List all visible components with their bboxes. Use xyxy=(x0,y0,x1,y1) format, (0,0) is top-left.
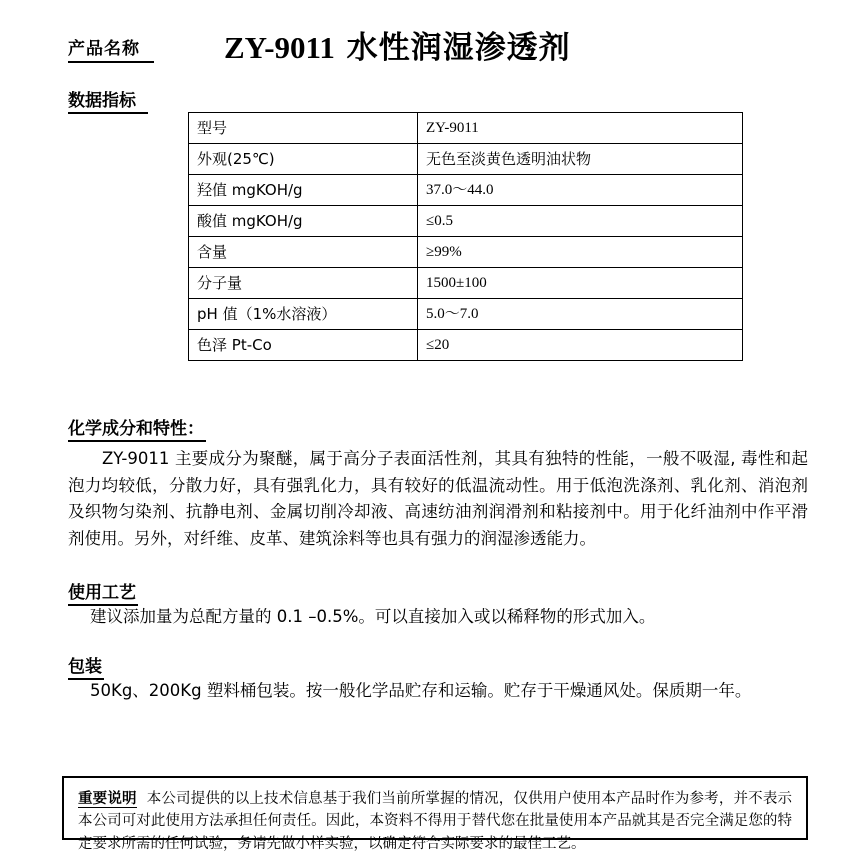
table-row xyxy=(189,113,743,144)
spec-value: ≥99% xyxy=(418,237,743,268)
spec-value: 1500±100 xyxy=(418,268,743,299)
table-row xyxy=(189,299,743,330)
spec-name: 色泽 Pt-Co xyxy=(189,330,418,361)
spec-name: 羟值 mgKOH/g xyxy=(189,175,418,206)
table-row xyxy=(189,237,743,268)
section-heading-chemistry: 化学成分和特性： xyxy=(68,414,206,442)
section-heading-usage: 使用工艺 xyxy=(68,578,138,606)
spec-value: ≤0.5 xyxy=(418,206,743,237)
spec-value: ZY-9011 xyxy=(418,113,743,144)
spec-name: 含量 xyxy=(189,237,418,268)
product-name: 水性润湿渗透剂 xyxy=(346,30,571,66)
product-code: ZY-9011 xyxy=(224,30,335,65)
paragraph-usage: 建议添加量为总配方量的 0.1 –0.5%。可以直接加入或以稀释物的形式加入。 xyxy=(90,607,656,626)
table-row xyxy=(189,175,743,206)
spec-value: 无色至淡黄色透明油状物 xyxy=(418,144,743,175)
spec-name: pH 值（1%水溶液） xyxy=(189,299,418,330)
paragraph-packaging: 50Kg、200Kg 塑料桶包装。按一般化学品贮存和运输。贮存于干燥通风处。保质期一年。 xyxy=(90,681,752,700)
spec-value: 37.0～44.0 xyxy=(418,175,743,206)
paragraph-chemistry: ZY-9011 主要成分为聚醚，属于高分子表面活性剂，其具有独特的性能，一般不吸湿, 毒性和起泡力均较低，分散力好，具有强乳化力，具有较好的低温流动性。用于低泡洗涤剂、乳化剂、消泡剂及织物匀染剂、抗静电剂、金属切削冷却液、高速纺油剂润滑剂和粘接剂中。用于化纤油剂中作平滑剂使用。另外，对纤维、皮革、建筑涂料等也具有强力的润湿渗透能力。 xyxy=(68,449,808,549)
product-label: 产品名称 xyxy=(68,34,154,63)
page-title xyxy=(224,22,571,67)
important-notice-box xyxy=(62,776,808,852)
notice-text: 本公司提供的以上技术信息基于我们当前所掌握的情况，仅供用户使用本产品时作为参考，并不表示本公司可对此使用方法承担任何责任。因此，本资料不得用于替代您在批量使用本产品就其是否完全满足您的特定要求所需的任何试验，务请先做小样实验，以确定符合实际要求的最佳工艺。 xyxy=(78,791,793,852)
notice-lead-label: 重要说明 xyxy=(78,791,137,807)
spec-name: 分子量 xyxy=(189,268,418,299)
section-heading-packaging: 包装 xyxy=(68,652,104,680)
spec-value: 5.0～7.0 xyxy=(418,299,743,330)
spec-value: ≤20 xyxy=(418,330,743,361)
table-row xyxy=(189,330,743,361)
section-heading-data: 数据指标 xyxy=(68,86,148,114)
document-header xyxy=(0,14,868,64)
spec-name: 酸值 mgKOH/g xyxy=(189,206,418,237)
table-row xyxy=(189,268,743,299)
spec-name: 外观(25℃) xyxy=(189,144,418,175)
spec-table xyxy=(188,112,743,361)
spec-name: 型号 xyxy=(189,113,418,144)
table-row xyxy=(189,144,743,175)
table-row xyxy=(189,206,743,237)
